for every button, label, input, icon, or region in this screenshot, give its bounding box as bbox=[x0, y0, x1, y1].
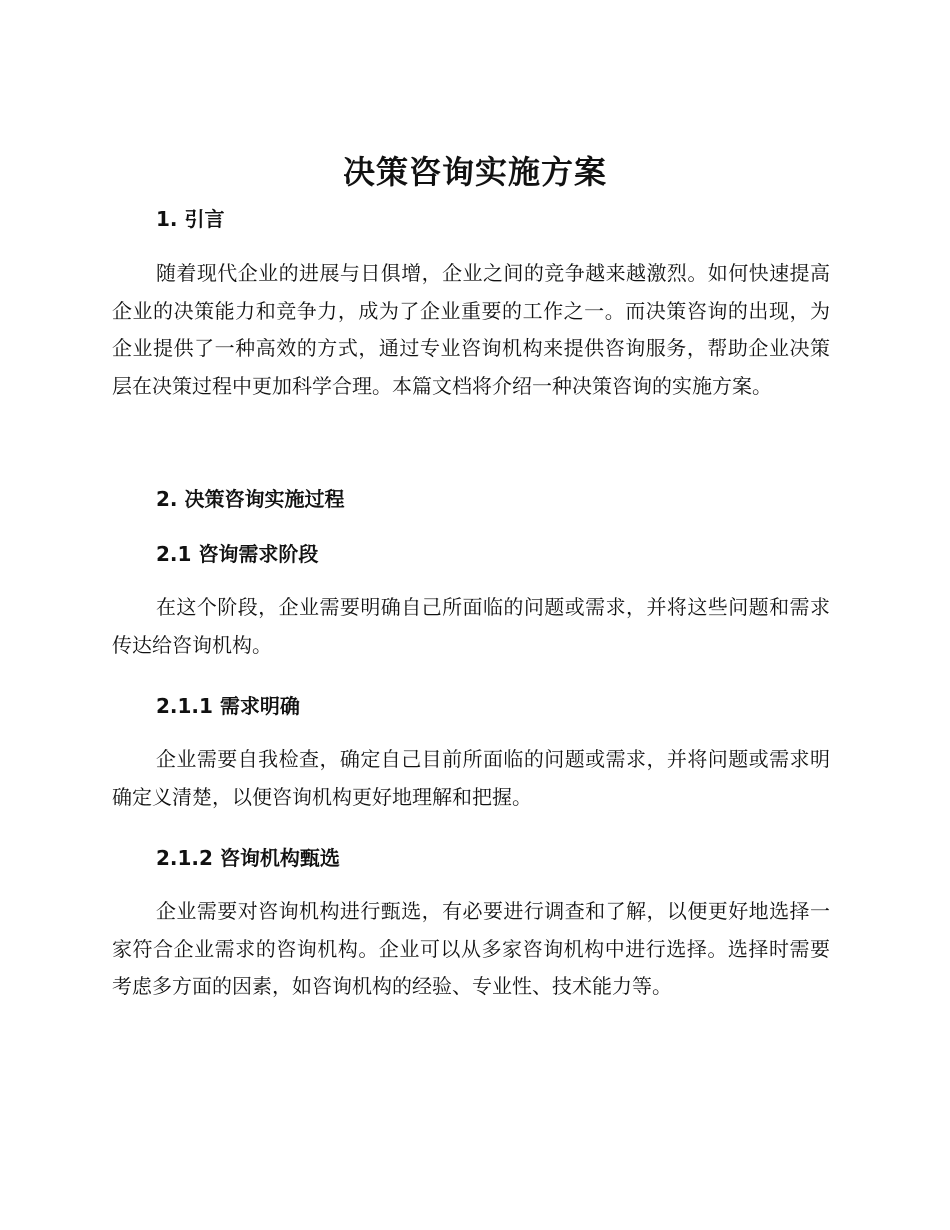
paragraph-needs-clarification: 企业需要自我检查，确定自己目前所面临的问题或需求，并将问题或需求明确定义清楚，以便咨询机构更好地理解和把握。 bbox=[112, 747, 830, 809]
section-heading-implementation-process: 2. 决策咨询实施过程 bbox=[156, 487, 345, 511]
paragraph-agency-selection: 企业需要对咨询机构进行甄选，有必要进行调查和了解，以便更好地选择一家符合企业需求的咨询机构。企业可以从多家咨询机构中进行选择。选择时需要考虑多方面的因素，如咨询机构的经验、专业性、技术能力等。 bbox=[112, 899, 830, 998]
section-heading-consulting-needs-stage: 2.1 咨询需求阶段 bbox=[156, 542, 319, 566]
paragraph-introduction: 随着现代企业的进展与日俱增，企业之间的竞争越来越激烈。如何快速提高企业的决策能力和竞争力，成为了企业重要的工作之一。而决策咨询的出现，为企业提供了一种高效的方式，通过专业咨询机构来提供咨询服务，帮助企业决策层在决策过程中更加科学合理。本篇文档将介绍一种决策咨询的实施方案。 bbox=[112, 261, 830, 398]
section-heading-agency-selection: 2.1.2 咨询机构甄选 bbox=[156, 846, 340, 870]
paragraph-consulting-needs-stage: 在这个阶段，企业需要明确自己所面临的问题或需求，并将这些问题和需求传达给咨询机构。 bbox=[112, 595, 830, 657]
section-heading-introduction: 1. 引言 bbox=[156, 207, 225, 231]
section-heading-needs-clarification: 2.1.1 需求明确 bbox=[156, 694, 300, 718]
document-title: 决策咨询实施方案 bbox=[342, 153, 607, 191]
